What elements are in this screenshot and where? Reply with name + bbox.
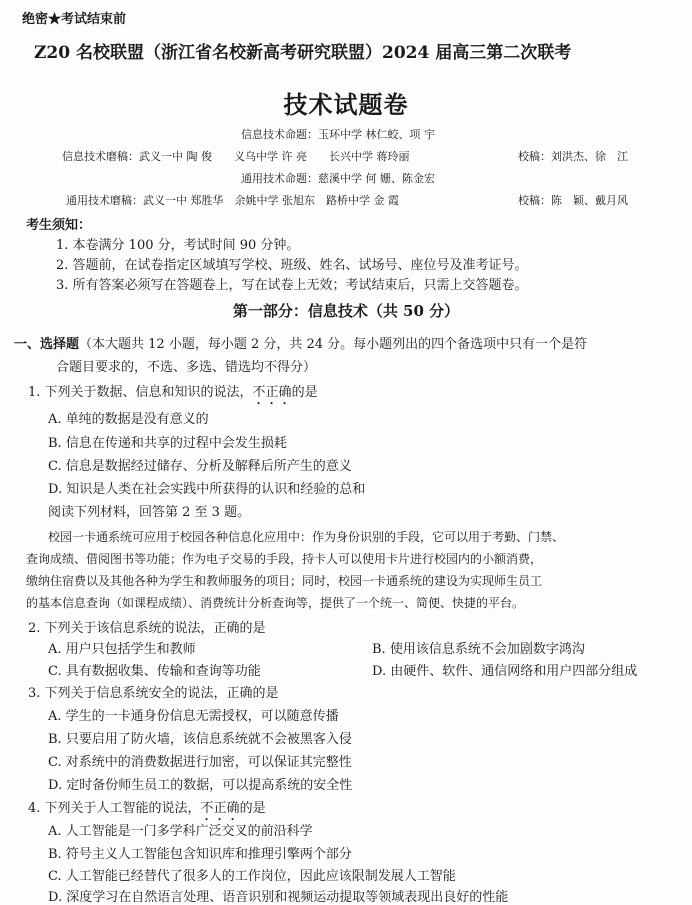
q2-option-a: A. 用户只包括学生和教师 <box>48 642 196 657</box>
q2-option-d: D. 由硬件、软件、通信网络和用户四部分组成 <box>372 664 638 679</box>
credits-line-1: 信息技术命题：玉环中学 林仁蛟、项 宇 <box>241 128 435 141</box>
q3-option-a: A. 学生的一卡通身份信息无需授权，可以随意传播 <box>48 709 339 724</box>
credits-line-2: 信息技术磨稿：武义一中 陶 俊 义乌中学 许 亮 长兴中学 蒋玲丽 <box>62 150 410 163</box>
q3-option-b: B. 只要启用了防火墙，该信息系统就不会被黑客入侵 <box>48 732 352 747</box>
q4-stem-emphasis: 不正确 <box>200 801 240 816</box>
q3-option-d: D. 定时备份师生员工的数据，可以提高系统的安全性 <box>48 778 353 793</box>
q1-stem-tail: 的是 <box>291 385 318 400</box>
reading-line: 缴纳住宿费以及其他各种为学生和教师服务的项目；同时，校园一卡通系统的建设为实现师生员工 <box>26 574 543 588</box>
q4-option-a: A. 人工智能是一门多学科广泛交叉的前沿科学 <box>48 824 313 839</box>
notice-item: 3. 所有答案必须写在答题卷上，写在试卷上无效；考试结束后，只需上交答题卷。 <box>56 278 528 293</box>
credits-line-3: 通用技术命题：慈溪中学 何 姗、陈金宏 <box>241 172 435 185</box>
q1-option-a: A. 单纯的数据是没有意义的 <box>48 412 209 427</box>
q4-option-b: B. 符号主义人工智能包含知识库和推理引擎两个部分 <box>48 847 352 862</box>
q2-option-b: B. 使用该信息系统不会加剧数字鸿沟 <box>372 642 585 657</box>
reading-intro: 阅读下列材料，回答第 2 至 3 题。 <box>48 505 251 520</box>
section-heading-line <box>14 333 587 352</box>
paper-title: 技术试题卷 <box>283 90 409 119</box>
q1-option-b: B. 信息在传递和共享的过程中会发生损耗 <box>48 436 287 451</box>
reading-line: 校园一卡通系统可应用于校园各种信息化应用中：作为身份识别的手段，它可以用于考勤、门禁、 <box>48 530 565 544</box>
q1-stem <box>28 381 318 408</box>
q1-stem-emphasis: 不正确 <box>252 385 292 400</box>
notice-item: 1. 本卷满分 100 分，考试时间 90 分钟。 <box>56 238 300 253</box>
q4-stem-text: 4. 下列关于人工智能的说法， <box>28 801 201 816</box>
q1-stem-text: 1. 下列关于数据、信息和知识的说法， <box>28 385 253 400</box>
section-desc-cont: 合题目要求的，不选、多选、错选均不得分） <box>56 360 317 375</box>
q3-option-c: C. 对系统中的消费数据进行加密，可以保证其完整性 <box>48 755 352 770</box>
q4-option-c: C. 人工智能已经替代了很多人的工作岗位，因此应该限制发展人工智能 <box>48 869 456 884</box>
q1-option-c: C. 信息是数据经过储存、分析及解释后所产生的意义 <box>48 459 352 474</box>
notice-item: 2. 答题前，在试卷指定区域填写学校、班级、姓名、试场号、座位号及准考证号。 <box>56 258 528 273</box>
q2-option-c: C. 具有数据收集、传输和查询等功能 <box>48 664 261 679</box>
part-title: 第一部分：信息技术（共 50 分） <box>232 302 460 320</box>
notice-heading: 考生须知： <box>26 218 92 233</box>
credits-line-2-proof: 校稿：刘洪杰、徐 江 <box>518 150 628 163</box>
q3-stem: 3. 下列关于信息系统安全的说法，正确的是 <box>28 686 279 701</box>
exam-title: Z20 名校联盟（浙江省名校新高考研究联盟）2024 届高三第二次联考 <box>34 43 572 63</box>
q2-stem: 2. 下列关于该信息系统的说法，正确的是 <box>28 621 266 636</box>
reading-line: 的基本信息查询（如课程成绩）、消费统计分析查询等，提供了一个统一、简便、快捷的平台。 <box>26 596 525 610</box>
q1-option-d: D. 知识是人类在社会实践中所获得的认识和经验的总和 <box>48 482 366 497</box>
credits-line-4: 通用技术磨稿：武义一中 郑胜华 余姚中学 张旭东 路桥中学 金 霞 <box>66 194 399 207</box>
section-heading: 一、选择题 <box>14 337 80 352</box>
reading-line: 查询成绩、借阅图书等功能；作为电子交易的手段，持卡人可以使用卡片进行校园内的小额消费， <box>26 552 543 566</box>
credits-line-4-proof: 校稿：陈 颖、戴月风 <box>518 194 628 207</box>
section-desc: （本大题共 12 小题，每小题 2 分，共 24 分。每小题列出的四个备选项中只有一个是符 <box>79 337 588 352</box>
q4-stem-tail: 的是 <box>239 801 266 816</box>
q4-option-d: D. 深度学习在自然语言处理、语音识别和视频运动提取等领域表现出良好的性能 <box>48 890 509 905</box>
secret-mark: 绝密★考试结束前 <box>22 12 127 27</box>
